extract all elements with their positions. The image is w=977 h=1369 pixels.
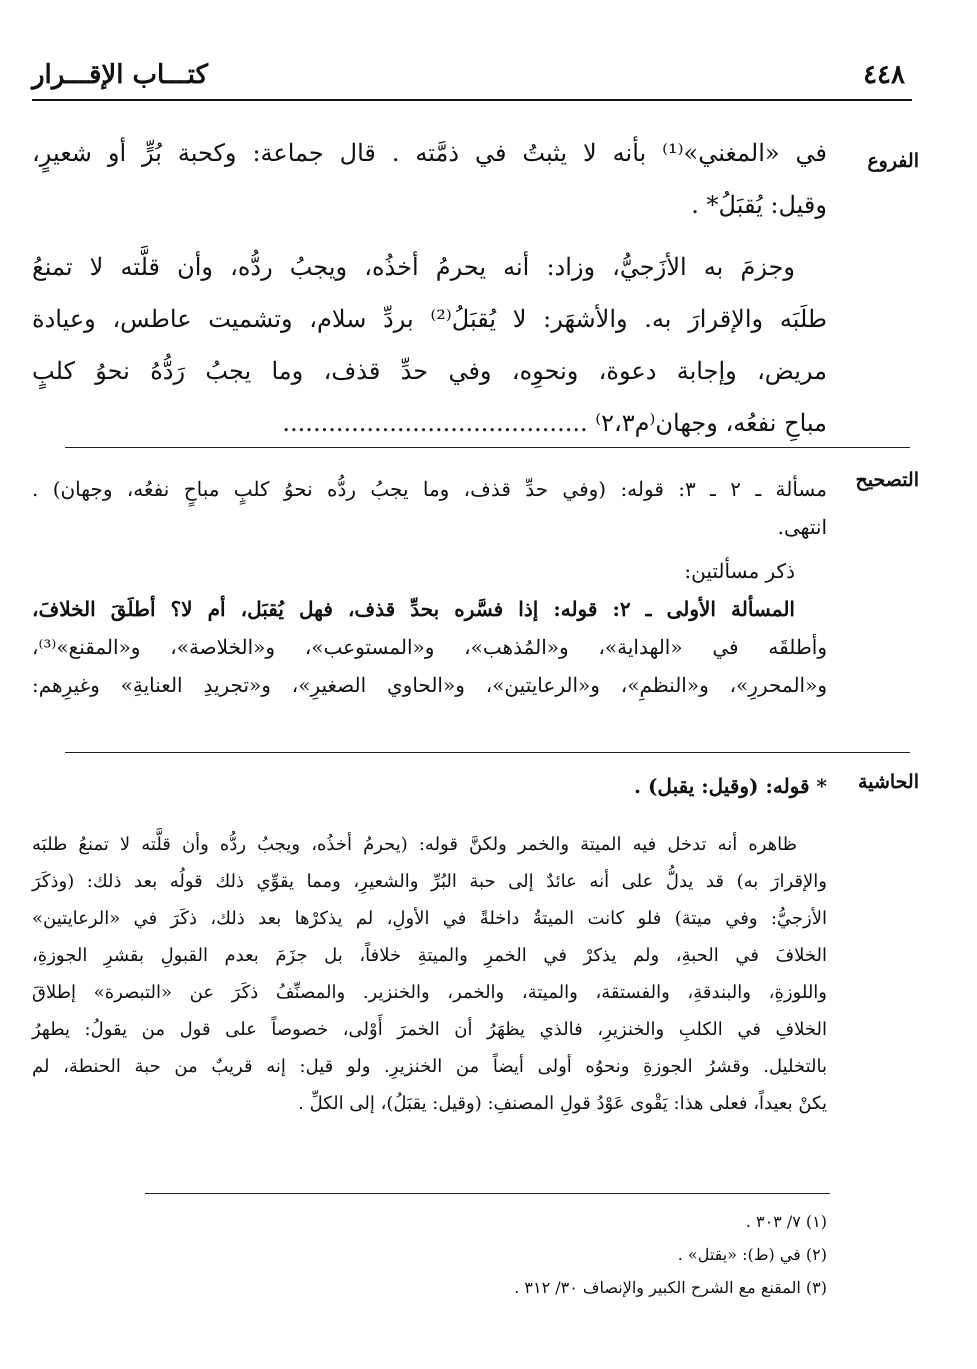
- header-rule: [32, 99, 912, 101]
- furu-line: مريض، وإجابة دعوة، ونحوِه، وفي حدِّ قذف، وما يجبُ رَدُّهُ نحوُ كلبٍ: [32, 357, 827, 385]
- tashih-text: [32, 470, 827, 704]
- hashiya-line: الخلافِ في الكلبِ والخنزيرِ، فالذي يظهَرُ أن الخمرَ أَوْلى، خصوصاً على قول من يقولُ: يطهرُ: [32, 1019, 827, 1040]
- hashiya-line: بالتخليل. وقشرُ الجوزةِ ونحوُه أولى أيضاً من الخنزيرِ. ولو قيل: إنه قريبٌ من حبة الحنطة، لم: [32, 1056, 827, 1077]
- tashih-line: ذكر مسألتين:: [684, 559, 795, 583]
- section-rule: [65, 752, 910, 753]
- tashih-line: انتهى.: [777, 515, 827, 539]
- section-label-tashih: التصحيح: [855, 469, 919, 491]
- furu-line: وقيل: يُقبَلُ* .: [691, 191, 827, 219]
- furu-line: وجزمَ به الأزَجيُّ، وزاد: أنه يحرمُ أخذُه، ويجبُ ردُّه، وأن قلَّته لا تمنعُ: [32, 253, 795, 281]
- hashiya-line: الأزجيُّ: وفي ميتة) فلو كانت الميتةُ داخلةً في الأولِ، لم يذكرْها بعد ذلك، ذكَرَ في «الرعايتين»: [32, 908, 827, 929]
- hashiya-line: واللوزةِ، والبندقةِ، والفستقة، والميتة، والخمر، والخنزير. والمصنِّفُ ذكَرَ عن «التبصرة» إطلاقَ: [32, 982, 827, 1003]
- tashih-line: و«المحررِ»، و«النظمِ»، و«الرعايتين»، و«الحاوي الصغيرِ»، و«تجريدِ العنايةِ» وغيرِهم:: [32, 673, 827, 697]
- hashiya-line: ظاهره أنه تدخل فيه الميتة والخمر ولكنَّ قوله: (يحرمُ أخذُه، ويجبُ ردُّه وأن قلَّته لا تمنعُ طلبَه: [32, 834, 797, 855]
- footnote: (٣) المقنع مع الشرح الكبير والإنصاف ٣٠/ ٣١٢ .: [514, 1278, 827, 1297]
- hashiya-heading: * قوله: (وقيل: يقبل) .: [634, 774, 827, 798]
- section-label-hashiya: الحاشية: [858, 771, 919, 793]
- book-title: كتـــاب الإقـــرار: [32, 60, 208, 90]
- hashiya-line: الخلافَ في الحبةِ، ولم يذكرْ في الخمرِ والميتةِ خلافاً، بل جزَمَ بعدم القبولِ بقشرِ الجوزةِ،: [32, 945, 827, 966]
- tashih-line: وأطلقَه في «الهداية»، و«المُذهب»، و«المستوعب»، و«الخلاصة»، و«المقنع»⁽³⁾،: [32, 635, 827, 659]
- furu-text: [32, 127, 827, 449]
- tashih-line: مسألة ـ ٢ ـ ٣: قوله: (وفي حدِّ قذف، وما يجبُ ردُّه نحوُ كلبٍ مباحٍ نفعُه، وجهان) .: [32, 477, 827, 501]
- footnote: (٢) في (ط): «يقتل» .: [677, 1245, 827, 1264]
- section-rule: [65, 447, 910, 448]
- footnote-rule: [145, 1193, 830, 1194]
- furu-line: مباحِ نفعُه، وجهان⁽م٢،٣⁾ ........................................: [282, 409, 827, 437]
- furu-line: في «المغني»⁽¹⁾ بأنه لا يثبتُ في ذمَّته . قال جماعة: وكحبة بُرٍّ أو شعيرٍ،: [32, 139, 828, 167]
- hashiya-text: [32, 826, 827, 1122]
- hashiya-line: يكنْ بعيداً، فعلى هذا: يَقْوى عَوْدُ قولِ المصنفِ: (وقيل: يقبَلُ)، إلى الكلِّ .: [298, 1093, 827, 1114]
- hashiya-line: والإقرارَ به) قد يدلُّ على أنه عائدٌ إلى حبة البُرِّ والشعيرِ، ومما يقوِّي ذلك قولُه بعد ذلك: (وذكَرَ: [32, 871, 827, 892]
- section-label-furu: الفروع: [867, 150, 919, 172]
- footnote: (١) ٧/ ٣٠٣ .: [745, 1212, 827, 1231]
- page-number: ٤٤٨: [863, 60, 905, 90]
- furu-line: طلَبَه والإقرارَ به. والأشهَر: لا يُقبَلُ⁽²⁾ بردِّ سلام، وتشميت عاطس، وعيادة: [32, 305, 827, 333]
- tashih-line: المسألة الأولى ـ ٢: قوله: إذا فسَّره بحدِّ قذف، فهل يُقبَل، أم لا؟ أطلَقَ الخلافَ،: [32, 597, 795, 621]
